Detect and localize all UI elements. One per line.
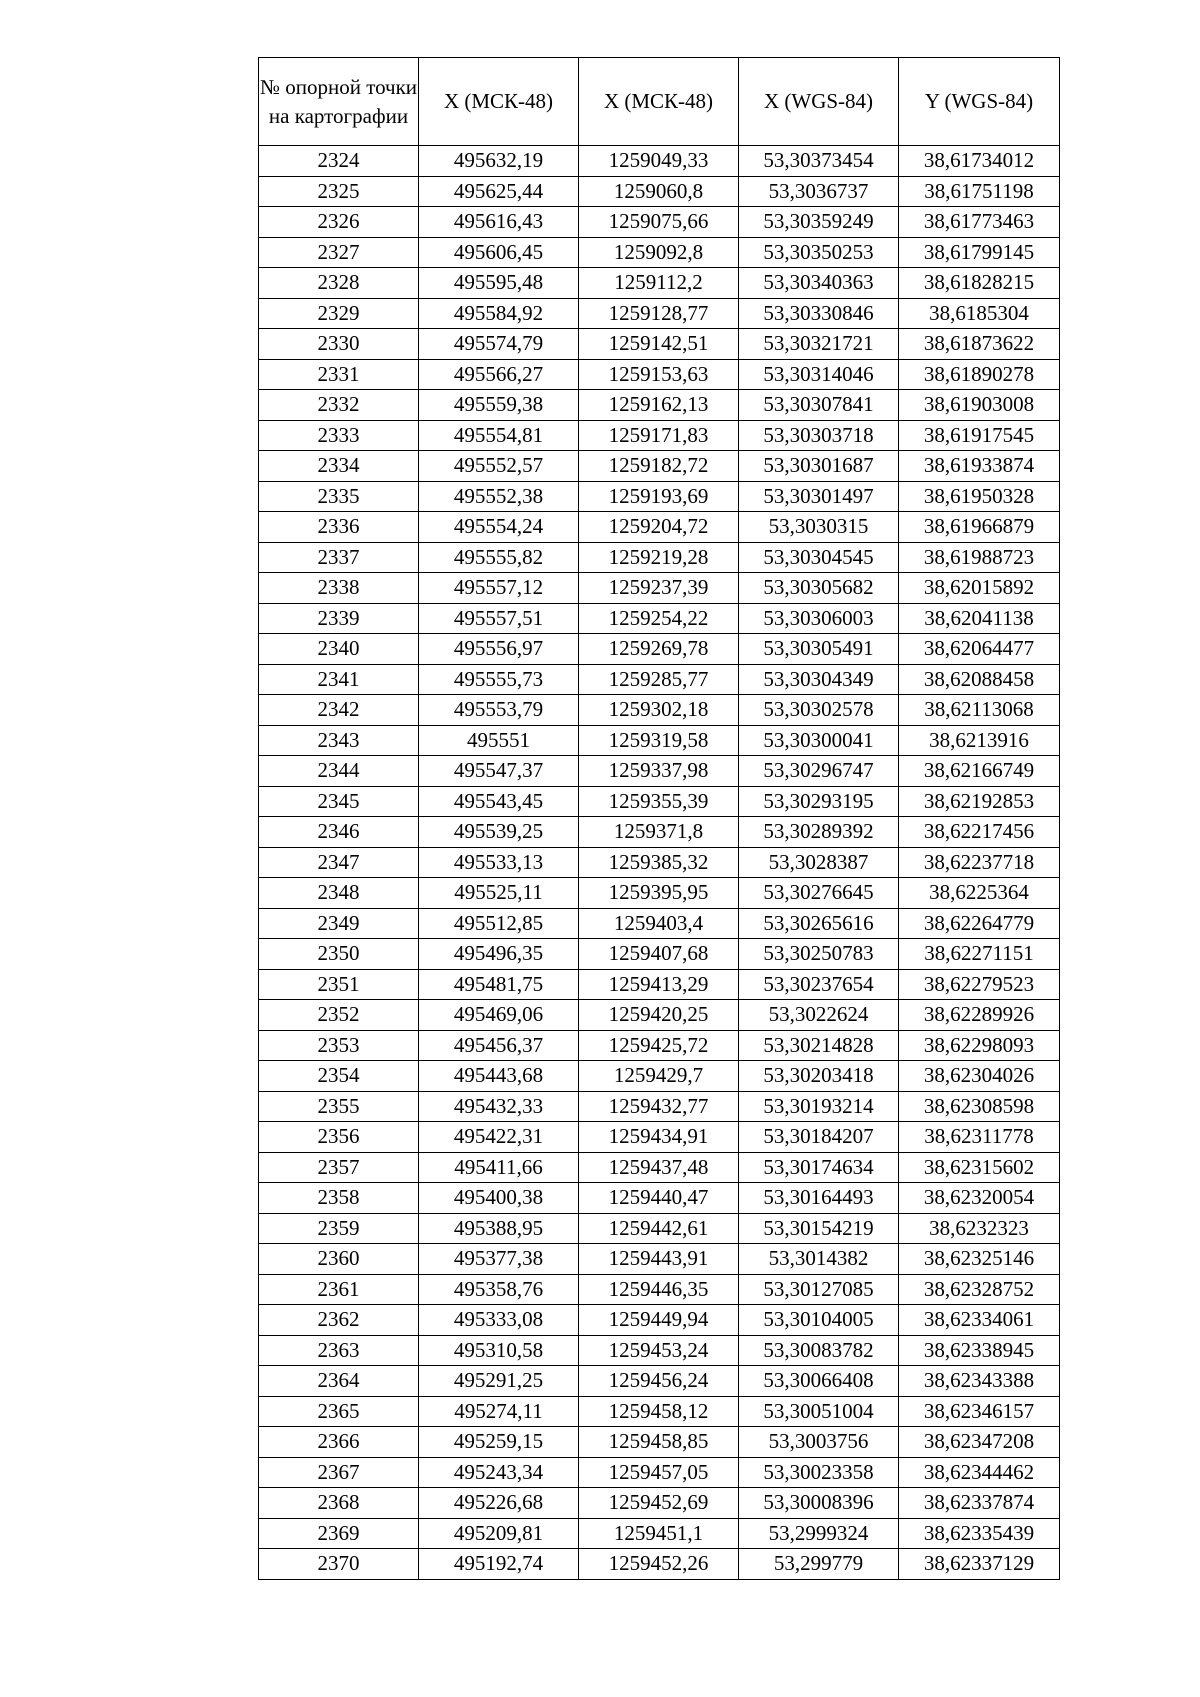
table-row [259,207,1060,238]
cell-x-msk48: 495456,37 [419,1030,579,1061]
table-row [259,603,1060,634]
cell-x-msk48-second: 1259452,26 [579,1549,739,1580]
cell-x-msk48-second: 1259269,78 [579,634,739,665]
cell-y-wgs84: 38,62325146 [899,1244,1060,1275]
cell-x-wgs84: 53,30340363 [739,268,899,299]
table-row [259,420,1060,451]
cell-y-wgs84: 38,62088458 [899,664,1060,695]
table-row [259,1305,1060,1336]
cell-x-msk48: 495209,81 [419,1518,579,1549]
cell-x-msk48-second: 1259395,95 [579,878,739,909]
cell-x-wgs84: 53,30023358 [739,1457,899,1488]
cell-x-wgs84: 53,30214828 [739,1030,899,1061]
cell-x-wgs84: 53,30305682 [739,573,899,604]
cell-x-msk48-second: 1259434,91 [579,1122,739,1153]
cell-x-msk48-second: 1259449,94 [579,1305,739,1336]
table-body [259,146,1060,1580]
table-row [259,1183,1060,1214]
cell-x-msk48: 495310,58 [419,1335,579,1366]
cell-point-number: 2355 [259,1091,419,1122]
table-row [259,1396,1060,1427]
header-point-number: № опорной точки на картографии [259,58,419,146]
cell-x-wgs84: 53,30296747 [739,756,899,787]
table-row [259,1366,1060,1397]
cell-x-msk48-second: 1259371,8 [579,817,739,848]
cell-y-wgs84: 38,61988723 [899,542,1060,573]
cell-y-wgs84: 38,6225364 [899,878,1060,909]
cell-x-msk48-second: 1259456,24 [579,1366,739,1397]
cell-point-number: 2363 [259,1335,419,1366]
table-row [259,268,1060,299]
cell-x-msk48: 495291,25 [419,1366,579,1397]
cell-y-wgs84: 38,61950328 [899,481,1060,512]
cell-point-number: 2328 [259,268,419,299]
table-row [259,359,1060,390]
cell-point-number: 2336 [259,512,419,543]
cell-x-msk48-second: 1259385,32 [579,847,739,878]
cell-point-number: 2346 [259,817,419,848]
cell-y-wgs84: 38,62315602 [899,1152,1060,1183]
header-x-msk48-second: X (МСК-48) [579,58,739,146]
cell-point-number: 2330 [259,329,419,360]
cell-x-wgs84: 53,30193214 [739,1091,899,1122]
cell-point-number: 2344 [259,756,419,787]
cell-y-wgs84: 38,62311778 [899,1122,1060,1153]
cell-point-number: 2331 [259,359,419,390]
cell-y-wgs84: 38,61890278 [899,359,1060,390]
table-row [259,237,1060,268]
cell-x-msk48: 495543,45 [419,786,579,817]
cell-x-msk48: 495377,38 [419,1244,579,1275]
cell-y-wgs84: 38,62308598 [899,1091,1060,1122]
cell-x-wgs84: 53,30203418 [739,1061,899,1092]
table-row [259,939,1060,970]
cell-x-msk48-second: 1259432,77 [579,1091,739,1122]
cell-y-wgs84: 38,62271151 [899,939,1060,970]
cell-x-msk48: 495358,76 [419,1274,579,1305]
cell-x-wgs84: 53,3003756 [739,1427,899,1458]
cell-x-msk48: 495192,74 [419,1549,579,1580]
cell-x-wgs84: 53,30083782 [739,1335,899,1366]
cell-x-msk48-second: 1259112,2 [579,268,739,299]
cell-point-number: 2358 [259,1183,419,1214]
table-row [259,451,1060,482]
cell-x-msk48: 495584,92 [419,298,579,329]
cell-x-msk48-second: 1259302,18 [579,695,739,726]
cell-y-wgs84: 38,62335439 [899,1518,1060,1549]
cell-point-number: 2366 [259,1427,419,1458]
cell-x-msk48-second: 1259142,51 [579,329,739,360]
table-row [259,1122,1060,1153]
cell-x-wgs84: 53,30164493 [739,1183,899,1214]
cell-x-msk48-second: 1259153,63 [579,359,739,390]
cell-x-wgs84: 53,3030315 [739,512,899,543]
cell-point-number: 2324 [259,146,419,177]
cell-x-wgs84: 53,30289392 [739,817,899,848]
cell-x-msk48-second: 1259285,77 [579,664,739,695]
cell-y-wgs84: 38,61773463 [899,207,1060,238]
cell-x-wgs84: 53,30174634 [739,1152,899,1183]
cell-x-msk48-second: 1259319,58 [579,725,739,756]
table-header [259,58,1060,146]
cell-y-wgs84: 38,61903008 [899,390,1060,421]
cell-x-msk48-second: 1259452,69 [579,1488,739,1519]
cell-x-msk48-second: 1259182,72 [579,451,739,482]
cell-y-wgs84: 38,62217456 [899,817,1060,848]
cell-point-number: 2327 [259,237,419,268]
table-row [259,725,1060,756]
table-row [259,1152,1060,1183]
cell-x-msk48-second: 1259458,85 [579,1427,739,1458]
cell-x-msk48: 495226,68 [419,1488,579,1519]
cell-y-wgs84: 38,61966879 [899,512,1060,543]
cell-x-wgs84: 53,30104005 [739,1305,899,1336]
cell-x-msk48: 495557,12 [419,573,579,604]
cell-point-number: 2364 [259,1366,419,1397]
cell-x-msk48: 495469,06 [419,1000,579,1031]
cell-x-msk48-second: 1259337,98 [579,756,739,787]
cell-x-msk48-second: 1259204,72 [579,512,739,543]
table-row [259,298,1060,329]
cell-x-msk48: 495552,57 [419,451,579,482]
table-row [259,786,1060,817]
cell-x-wgs84: 53,2999324 [739,1518,899,1549]
cell-x-wgs84: 53,30314046 [739,359,899,390]
table-row [259,1000,1060,1031]
cell-y-wgs84: 38,61799145 [899,237,1060,268]
cell-x-msk48-second: 1259219,28 [579,542,739,573]
cell-x-msk48: 495632,19 [419,146,579,177]
cell-point-number: 2341 [259,664,419,695]
cell-x-msk48-second: 1259162,13 [579,390,739,421]
cell-x-msk48: 495559,38 [419,390,579,421]
cell-y-wgs84: 38,62346157 [899,1396,1060,1427]
cell-x-msk48-second: 1259413,29 [579,969,739,1000]
cell-x-msk48: 495556,97 [419,634,579,665]
cell-x-wgs84: 53,3022624 [739,1000,899,1031]
cell-point-number: 2350 [259,939,419,970]
table-row [259,664,1060,695]
cell-point-number: 2347 [259,847,419,878]
cell-point-number: 2362 [259,1305,419,1336]
cell-x-wgs84: 53,30303718 [739,420,899,451]
cell-y-wgs84: 38,62015892 [899,573,1060,604]
cell-y-wgs84: 38,62337129 [899,1549,1060,1580]
cell-x-wgs84: 53,30350253 [739,237,899,268]
cell-x-wgs84: 53,30307841 [739,390,899,421]
cell-x-msk48: 495422,31 [419,1122,579,1153]
cell-x-wgs84: 53,30304349 [739,664,899,695]
cell-point-number: 2342 [259,695,419,726]
cell-x-msk48: 495259,15 [419,1427,579,1458]
cell-x-msk48: 495539,25 [419,817,579,848]
cell-y-wgs84: 38,61933874 [899,451,1060,482]
cell-x-msk48: 495616,43 [419,207,579,238]
table-row [259,176,1060,207]
cell-point-number: 2359 [259,1213,419,1244]
cell-x-wgs84: 53,3014382 [739,1244,899,1275]
cell-x-msk48: 495432,33 [419,1091,579,1122]
cell-point-number: 2325 [259,176,419,207]
cell-x-msk48: 495547,37 [419,756,579,787]
cell-y-wgs84: 38,62328752 [899,1274,1060,1305]
cell-x-msk48: 495551 [419,725,579,756]
cell-point-number: 2339 [259,603,419,634]
cell-x-msk48: 495400,38 [419,1183,579,1214]
table-row [259,146,1060,177]
cell-y-wgs84: 38,61734012 [899,146,1060,177]
cell-x-msk48-second: 1259420,25 [579,1000,739,1031]
table-row [259,1061,1060,1092]
cell-x-wgs84: 53,30301497 [739,481,899,512]
table-row [259,481,1060,512]
cell-x-msk48: 495512,85 [419,908,579,939]
cell-x-msk48-second: 1259437,48 [579,1152,739,1183]
cell-x-msk48-second: 1259443,91 [579,1244,739,1275]
table-row [259,1091,1060,1122]
cell-x-msk48-second: 1259425,72 [579,1030,739,1061]
cell-point-number: 2333 [259,420,419,451]
cell-x-msk48: 495496,35 [419,939,579,970]
table-row [259,542,1060,573]
cell-x-msk48: 495554,24 [419,512,579,543]
table-row [259,1549,1060,1580]
cell-x-msk48: 495595,48 [419,268,579,299]
cell-y-wgs84: 38,62344462 [899,1457,1060,1488]
cell-x-wgs84: 53,299779 [739,1549,899,1580]
cell-x-msk48: 495557,51 [419,603,579,634]
cell-x-wgs84: 53,30008396 [739,1488,899,1519]
cell-x-msk48: 495525,11 [419,878,579,909]
cell-point-number: 2356 [259,1122,419,1153]
table-row [259,847,1060,878]
cell-y-wgs84: 38,62113068 [899,695,1060,726]
cell-point-number: 2353 [259,1030,419,1061]
cell-y-wgs84: 38,62337874 [899,1488,1060,1519]
cell-x-msk48: 495555,82 [419,542,579,573]
cell-x-wgs84: 53,30321721 [739,329,899,360]
cell-y-wgs84: 38,62166749 [899,756,1060,787]
cell-point-number: 2348 [259,878,419,909]
table-row [259,573,1060,604]
cell-x-msk48: 495566,27 [419,359,579,390]
table-row [259,390,1060,421]
cell-x-msk48: 495553,79 [419,695,579,726]
table-row [259,878,1060,909]
cell-x-wgs84: 53,30301687 [739,451,899,482]
cell-x-msk48-second: 1259060,8 [579,176,739,207]
table-row [259,1457,1060,1488]
cell-point-number: 2352 [259,1000,419,1031]
cell-x-wgs84: 53,30300041 [739,725,899,756]
cell-x-wgs84: 53,30127085 [739,1274,899,1305]
cell-point-number: 2370 [259,1549,419,1580]
cell-x-wgs84: 53,30237654 [739,969,899,1000]
cell-x-msk48: 495243,34 [419,1457,579,1488]
cell-y-wgs84: 38,62041138 [899,603,1060,634]
table-row [259,817,1060,848]
cell-x-wgs84: 53,30305491 [739,634,899,665]
cell-x-msk48: 495606,45 [419,237,579,268]
cell-point-number: 2343 [259,725,419,756]
cell-y-wgs84: 38,62338945 [899,1335,1060,1366]
cell-x-msk48-second: 1259429,7 [579,1061,739,1092]
cell-x-msk48: 495388,95 [419,1213,579,1244]
cell-point-number: 2357 [259,1152,419,1183]
table-row [259,1030,1060,1061]
cell-point-number: 2361 [259,1274,419,1305]
cell-y-wgs84: 38,62192853 [899,786,1060,817]
cell-x-msk48-second: 1259128,77 [579,298,739,329]
cell-x-wgs84: 53,30184207 [739,1122,899,1153]
cell-x-msk48-second: 1259171,83 [579,420,739,451]
table-row [259,1244,1060,1275]
cell-x-msk48: 495574,79 [419,329,579,360]
table-row [259,969,1060,1000]
header-x-wgs84: X (WGS-84) [739,58,899,146]
cell-x-wgs84: 53,30250783 [739,939,899,970]
cell-y-wgs84: 38,61873622 [899,329,1060,360]
cell-x-wgs84: 53,30276645 [739,878,899,909]
table-row [259,1335,1060,1366]
cell-y-wgs84: 38,6185304 [899,298,1060,329]
cell-x-msk48-second: 1259453,24 [579,1335,739,1366]
table-row [259,329,1060,360]
cell-point-number: 2354 [259,1061,419,1092]
cell-y-wgs84: 38,61917545 [899,420,1060,451]
cell-x-wgs84: 53,3036737 [739,176,899,207]
cell-x-wgs84: 53,30066408 [739,1366,899,1397]
cell-x-msk48: 495274,11 [419,1396,579,1427]
cell-x-wgs84: 53,30302578 [739,695,899,726]
cell-point-number: 2360 [259,1244,419,1275]
cell-point-number: 2337 [259,542,419,573]
cell-point-number: 2369 [259,1518,419,1549]
cell-y-wgs84: 38,6213916 [899,725,1060,756]
cell-x-msk48-second: 1259355,39 [579,786,739,817]
cell-y-wgs84: 38,61751198 [899,176,1060,207]
cell-x-msk48-second: 1259403,4 [579,908,739,939]
cell-y-wgs84: 38,6232323 [899,1213,1060,1244]
cell-point-number: 2334 [259,451,419,482]
cell-y-wgs84: 38,61828215 [899,268,1060,299]
cell-x-msk48-second: 1259049,33 [579,146,739,177]
cell-x-wgs84: 53,30304545 [739,542,899,573]
cell-x-wgs84: 53,3028387 [739,847,899,878]
cell-x-msk48-second: 1259193,69 [579,481,739,512]
table-row [259,1274,1060,1305]
cell-y-wgs84: 38,62334061 [899,1305,1060,1336]
table-row [259,695,1060,726]
cell-point-number: 2326 [259,207,419,238]
cell-x-msk48-second: 1259075,66 [579,207,739,238]
cell-x-msk48-second: 1259451,1 [579,1518,739,1549]
header-y-wgs84: Y (WGS-84) [899,58,1060,146]
cell-point-number: 2368 [259,1488,419,1519]
cell-x-msk48: 495555,73 [419,664,579,695]
cell-x-wgs84: 53,30293195 [739,786,899,817]
table-row [259,756,1060,787]
cell-y-wgs84: 38,62347208 [899,1427,1060,1458]
cell-x-msk48: 495554,81 [419,420,579,451]
cell-point-number: 2349 [259,908,419,939]
cell-x-msk48: 495443,68 [419,1061,579,1092]
cell-x-msk48-second: 1259407,68 [579,939,739,970]
cell-point-number: 2332 [259,390,419,421]
table-row [259,1213,1060,1244]
table-row [259,634,1060,665]
cell-point-number: 2340 [259,634,419,665]
cell-point-number: 2329 [259,298,419,329]
cell-x-msk48-second: 1259442,61 [579,1213,739,1244]
cell-x-wgs84: 53,30373454 [739,146,899,177]
cell-x-wgs84: 53,30051004 [739,1396,899,1427]
cell-x-msk48-second: 1259446,35 [579,1274,739,1305]
table-row [259,512,1060,543]
cell-point-number: 2338 [259,573,419,604]
table-row [259,1427,1060,1458]
coordinates-table [258,57,1060,1580]
cell-y-wgs84: 38,62320054 [899,1183,1060,1214]
table-row [259,1488,1060,1519]
cell-point-number: 2345 [259,786,419,817]
cell-x-wgs84: 53,30330846 [739,298,899,329]
cell-y-wgs84: 38,62279523 [899,969,1060,1000]
table-row [259,1518,1060,1549]
cell-y-wgs84: 38,62289926 [899,1000,1060,1031]
cell-x-wgs84: 53,30265616 [739,908,899,939]
cell-point-number: 2351 [259,969,419,1000]
header-row [259,58,1060,146]
cell-x-wgs84: 53,30359249 [739,207,899,238]
cell-y-wgs84: 38,62304026 [899,1061,1060,1092]
cell-x-msk48: 495533,13 [419,847,579,878]
cell-x-msk48-second: 1259092,8 [579,237,739,268]
cell-x-msk48-second: 1259458,12 [579,1396,739,1427]
header-x-msk48: X (МСК-48) [419,58,579,146]
cell-x-wgs84: 53,30154219 [739,1213,899,1244]
cell-x-msk48-second: 1259440,47 [579,1183,739,1214]
cell-x-msk48: 495625,44 [419,176,579,207]
cell-point-number: 2335 [259,481,419,512]
cell-x-msk48-second: 1259457,05 [579,1457,739,1488]
cell-x-msk48-second: 1259254,22 [579,603,739,634]
cell-x-msk48: 495552,38 [419,481,579,512]
cell-y-wgs84: 38,62237718 [899,847,1060,878]
cell-y-wgs84: 38,62298093 [899,1030,1060,1061]
cell-y-wgs84: 38,62064477 [899,634,1060,665]
cell-x-msk48-second: 1259237,39 [579,573,739,604]
cell-point-number: 2367 [259,1457,419,1488]
cell-x-msk48: 495333,08 [419,1305,579,1336]
cell-y-wgs84: 38,62264779 [899,908,1060,939]
table-row [259,908,1060,939]
cell-x-wgs84: 53,30306003 [739,603,899,634]
cell-y-wgs84: 38,62343388 [899,1366,1060,1397]
cell-x-msk48: 495411,66 [419,1152,579,1183]
cell-point-number: 2365 [259,1396,419,1427]
cell-x-msk48: 495481,75 [419,969,579,1000]
